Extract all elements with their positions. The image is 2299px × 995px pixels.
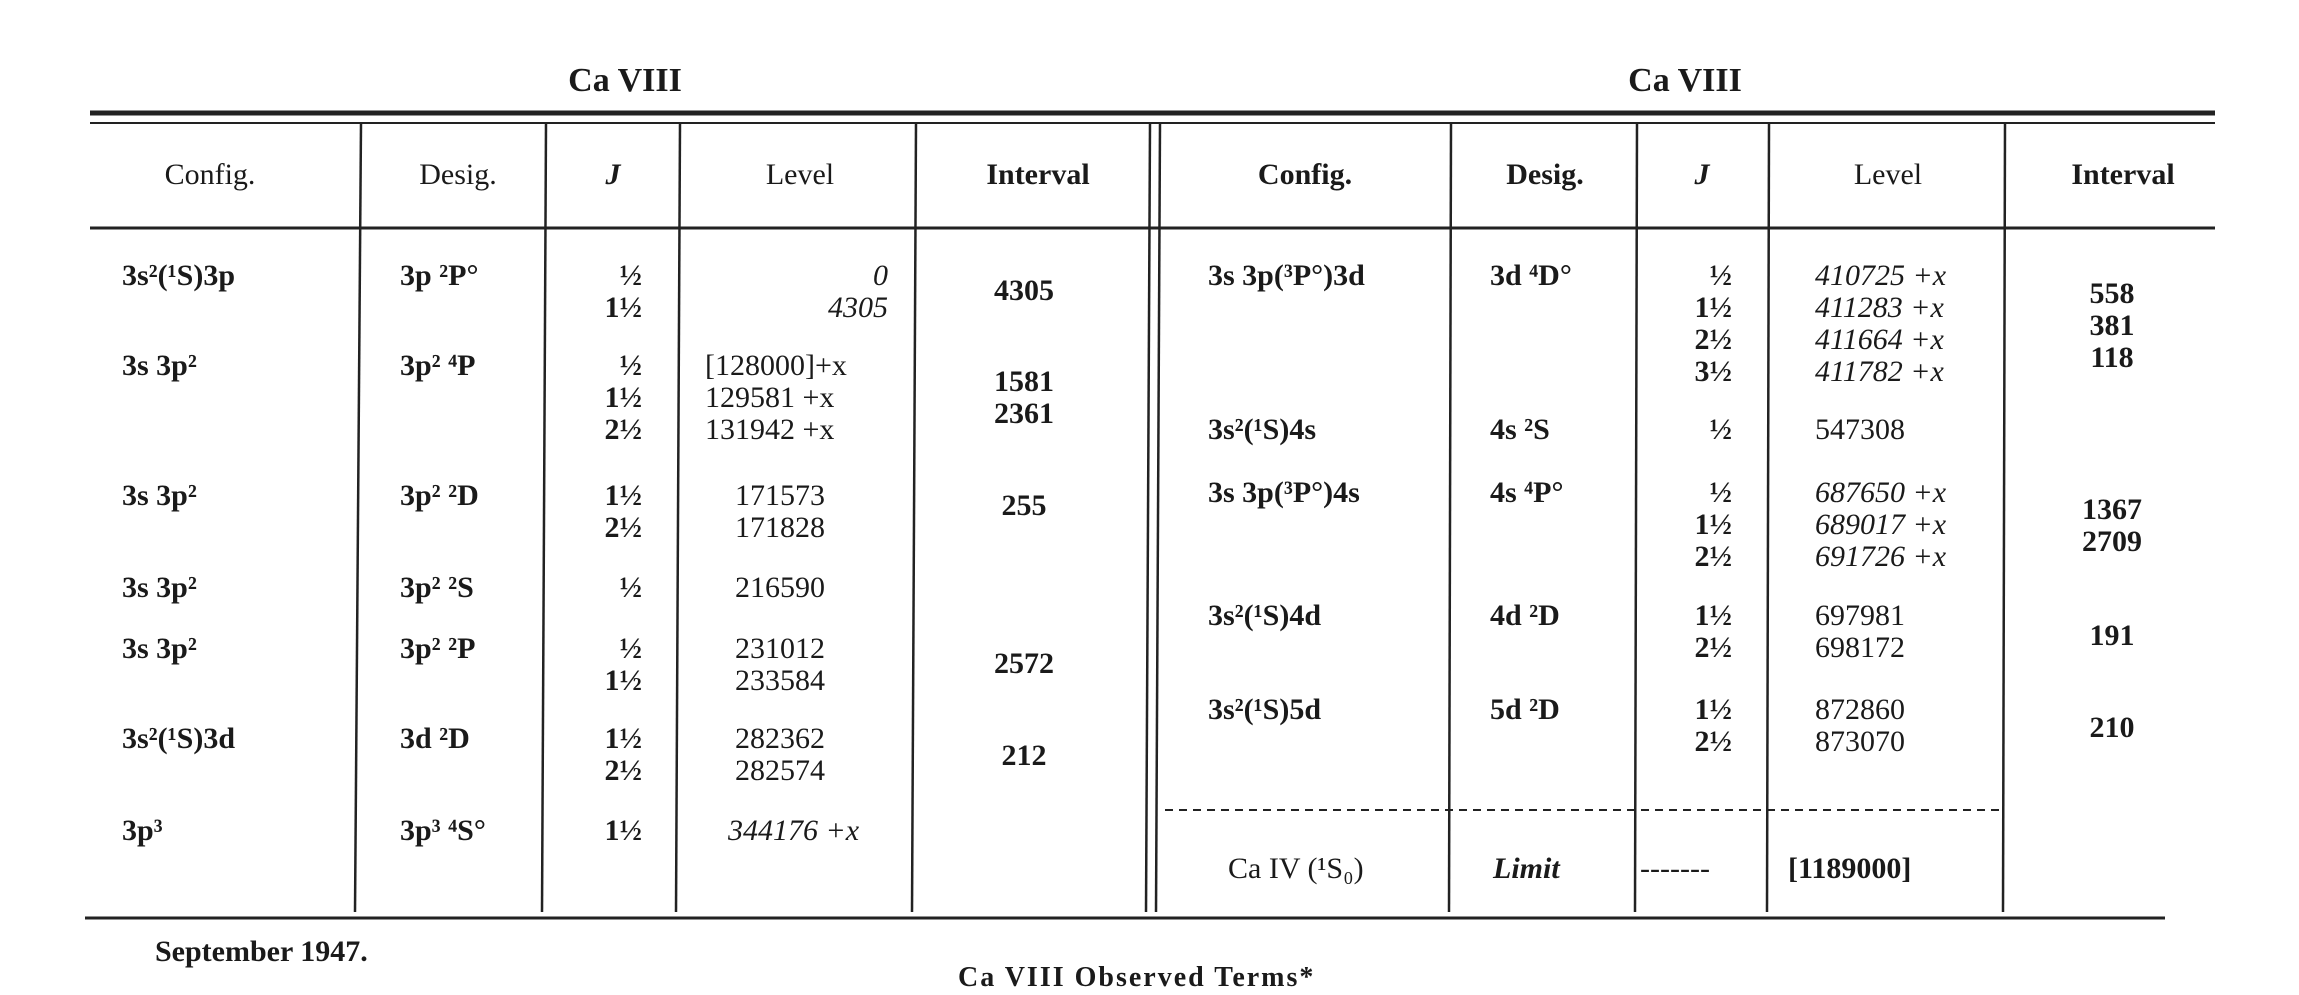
right-interval-2: 191: [2089, 619, 2135, 652]
right-interval-1: 1367 2709: [2082, 493, 2142, 558]
left-row-6-level: 344176 +x: [728, 814, 860, 847]
right-header-config: Config.: [1257, 158, 1353, 191]
left-header-desig: Desig.: [419, 158, 497, 191]
right-row-4-config: 3s²(¹S)5d: [1208, 693, 1322, 726]
right-row-0-desig: 3d ⁴D°: [1490, 259, 1572, 292]
right-interval-3: 210: [2089, 711, 2135, 744]
left-interval-2: 255: [1001, 489, 1047, 522]
limit-row-config: Ca IV (¹S₀): [1228, 852, 1364, 885]
left-header-level: Level: [765, 158, 835, 191]
left-row-5-j: 1½ 2½: [604, 722, 642, 787]
left-row-0-level: 0 4305: [828, 259, 888, 324]
left-row-3-level: 216590: [735, 571, 825, 604]
right-row-1-j: ½: [1709, 413, 1732, 446]
left-row-0-config: 3s²(¹S)3p: [122, 259, 236, 292]
left-row-0-j: ½ 1½: [604, 259, 642, 324]
right-interval-0: 558 381 118: [2089, 277, 2135, 374]
right-row-2-j: ½ 1½ 2½: [1694, 476, 1732, 573]
left-interval-0: 4305: [994, 274, 1054, 307]
right-row-0-j: ½ 1½ 2½ 3½: [1694, 259, 1732, 388]
left-row-2-j: 1½ 2½: [604, 479, 642, 544]
left-table-title: Ca VIII: [568, 62, 682, 99]
left-header-interval: Interval: [986, 158, 1090, 191]
left-header-j: J: [605, 158, 621, 191]
right-header-interval: Interval: [2071, 158, 2175, 191]
left-row-4-level: 231012 233584: [735, 632, 825, 697]
left-row-5-level: 282362 282574: [735, 722, 825, 787]
left-row-6-desig: 3p³ ⁴S°: [400, 814, 486, 847]
left-row-5-desig: 3d ²D: [400, 722, 470, 755]
right-header-desig: Desig.: [1506, 158, 1584, 191]
footer-caption: Ca VIII Observed Terms*: [958, 962, 1316, 993]
left-row-3-j: ½: [619, 571, 642, 604]
limit-row-j: -------: [1640, 852, 1710, 885]
right-row-3-level: 697981 698172: [1815, 599, 1905, 664]
left-row-5-config: 3s²(¹S)3d: [122, 722, 236, 755]
right-row-1-config: 3s²(¹S)4s: [1208, 413, 1317, 446]
right-row-0-config: 3s 3p(³P°)3d: [1208, 259, 1365, 292]
left-row-6-config: 3p³: [122, 814, 163, 847]
right-header-level: Level: [1853, 158, 1923, 191]
left-row-1-config: 3s 3p²: [122, 349, 197, 382]
left-row-1-desig: 3p² ⁴P: [400, 349, 476, 382]
left-row-4-j: ½ 1½: [604, 632, 642, 697]
right-row-1-desig: 4s ²S: [1490, 413, 1550, 446]
right-row-3-j: 1½ 2½: [1694, 599, 1732, 664]
right-row-4-desig: 5d ²D: [1490, 693, 1560, 726]
right-row-1-level: 547308: [1815, 413, 1905, 446]
right-row-2-desig: 4s ⁴P°: [1490, 476, 1564, 509]
left-interval-1: 1581 2361: [994, 365, 1054, 430]
right-row-3-config: 3s²(¹S)4d: [1208, 599, 1322, 632]
left-header-config: Config.: [164, 158, 256, 191]
left-row-2-config: 3s 3p²: [122, 479, 197, 512]
left-row-6-j: 1½: [604, 814, 642, 847]
left-row-2-level: 171573 171828: [735, 479, 825, 544]
left-row-4-desig: 3p² ²P: [400, 632, 476, 665]
left-row-3-config: 3s 3p²: [122, 571, 197, 604]
footer-date: September 1947.: [155, 935, 368, 968]
right-row-0-level: 410725 +x 411283 +x 411664 +x 411782 +x: [1815, 259, 1947, 388]
right-header-j: J: [1694, 158, 1710, 191]
left-row-2-desig: 3p² ²D: [400, 479, 479, 512]
left-interval-4: 212: [1001, 739, 1047, 772]
right-table-title: Ca VIII: [1628, 62, 1742, 99]
right-row-2-config: 3s 3p(³P°)4s: [1208, 476, 1360, 509]
left-row-1-level: [128000]+x 129581 +x 131942 +x: [705, 349, 847, 446]
right-row-2-level: 687650 +x 689017 +x 691726 +x: [1815, 476, 1947, 573]
left-interval-3: 2572: [994, 647, 1054, 680]
right-row-4-j: 1½ 2½: [1694, 693, 1732, 758]
limit-row-level: [1189000]: [1788, 852, 1912, 885]
left-row-1-j: ½ 1½ 2½: [604, 349, 642, 446]
right-row-3-desig: 4d ²D: [1490, 599, 1560, 632]
left-row-3-desig: 3p² ²S: [400, 571, 474, 604]
left-row-4-config: 3s 3p²: [122, 632, 197, 665]
limit-row-desig: Limit: [1493, 852, 1560, 885]
right-row-4-level: 872860 873070: [1815, 693, 1905, 758]
left-row-0-desig: 3p ²P°: [400, 259, 479, 292]
